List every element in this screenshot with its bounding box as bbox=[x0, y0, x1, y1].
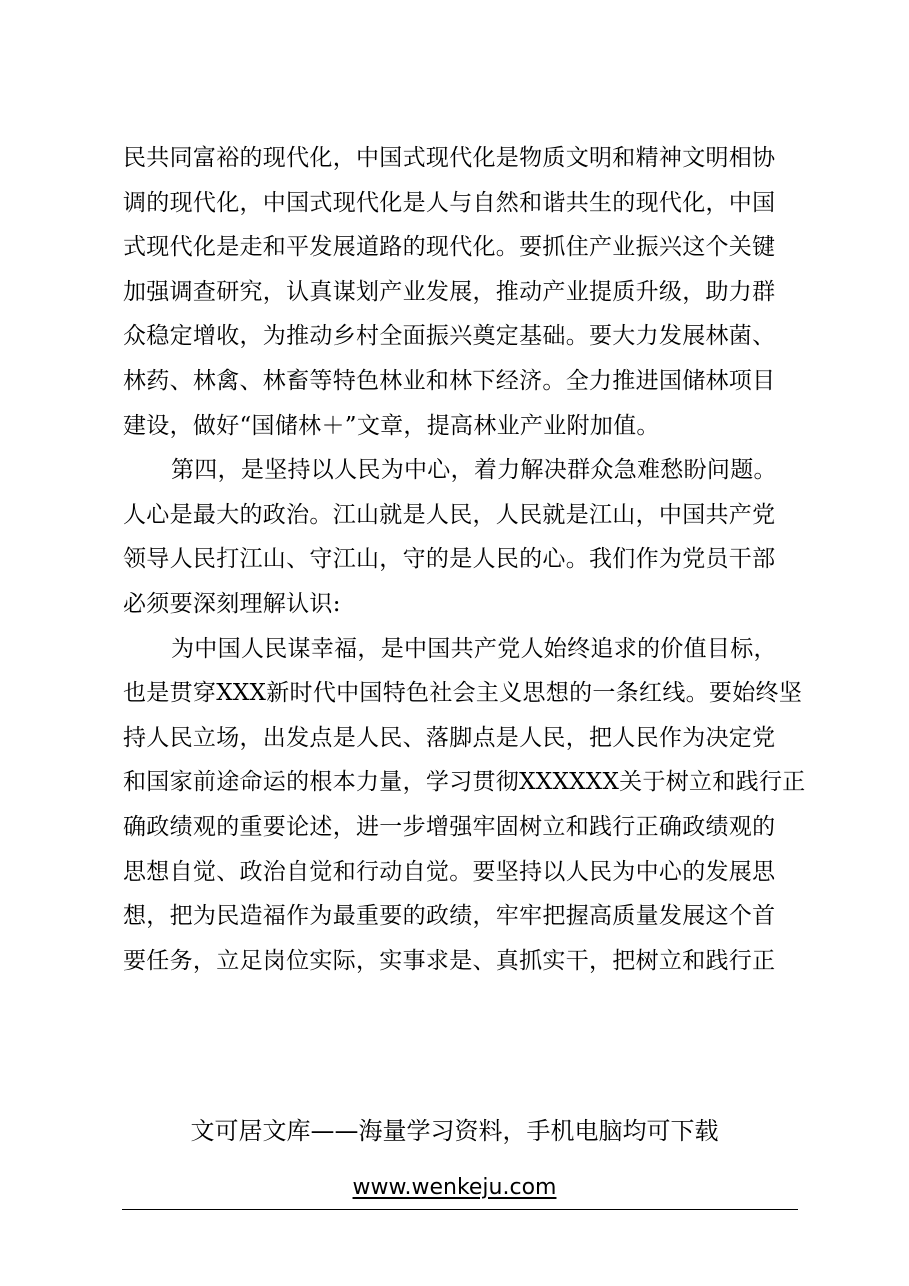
text-line: 人心是最大的政治。江山就是人民，人民就是江山，中国共产党 bbox=[123, 501, 776, 528]
text-line: 众稳定增收，为推动乡村全面振兴奠定基础。要大力发展林菌、 bbox=[123, 323, 776, 350]
footer-title: 文可居文库——海量学习资料，手机电脑均可下载 bbox=[190, 1117, 719, 1145]
text-line: 林药、林禽、林畜等特色林业和林下经济。全力推进国储林项目 bbox=[123, 367, 776, 394]
text-line: 要任务，立足岗位实际，实事求是、真抓实干，把树立和践行正 bbox=[123, 947, 776, 974]
footer-divider bbox=[122, 1209, 798, 1210]
text-line: 持人民立场，出发点是人民、落脚点是人民，把人民作为决定党 bbox=[123, 724, 776, 751]
text-line: 建设，做好“国储林＋”文章，提高林业产业附加值。 bbox=[123, 412, 660, 439]
text-line: 也是贯穿XXX新时代中国特色社会主义思想的一条红线。要始终坚 bbox=[123, 680, 803, 707]
footer-link[interactable]: www.wenkeju.com bbox=[352, 1175, 557, 1200]
text-line: 民共同富裕的现代化，中国式现代化是物质文明和精神文明相协 bbox=[123, 145, 776, 171]
text-line: 调的现代化，中国式现代化是人与自然和谐共生的现代化，中国 bbox=[123, 189, 776, 216]
text-line: 式现代化是走和平发展道路的现代化。要抓住产业振兴这个关键 bbox=[123, 234, 776, 261]
text-line: 和国家前途命运的根本力量，学习贯彻XXXXXX关于树立和践行正 bbox=[123, 769, 806, 796]
text-line: 想，把为民造福作为最重要的政绩，牢牢把握高质量发展这个首 bbox=[123, 903, 776, 930]
text-line: 思想自觉、政治自觉和行动自觉。要坚持以人民为中心的发展思 bbox=[123, 858, 776, 885]
text-line: 必须要深刻理解认识: bbox=[123, 590, 341, 617]
text-line: 加强调查研究，认真谋划产业发展，推动产业提质升级，助力群 bbox=[123, 278, 776, 305]
text-line: 确政绩观的重要论述，进一步增强牢固树立和践行正确政绩观的 bbox=[123, 813, 776, 840]
text-line: 领导人民打江山、守江山，守的是人民的心。我们作为党员干部 bbox=[123, 546, 776, 573]
document-body bbox=[123, 136, 823, 983]
text-line: 第四，是坚持以人民为中心，着力解决群众急难愁盼问题。 bbox=[171, 457, 777, 484]
text-line: 为中国人民谋幸福，是中国共产党人始终追求的价值目标， bbox=[171, 635, 777, 662]
